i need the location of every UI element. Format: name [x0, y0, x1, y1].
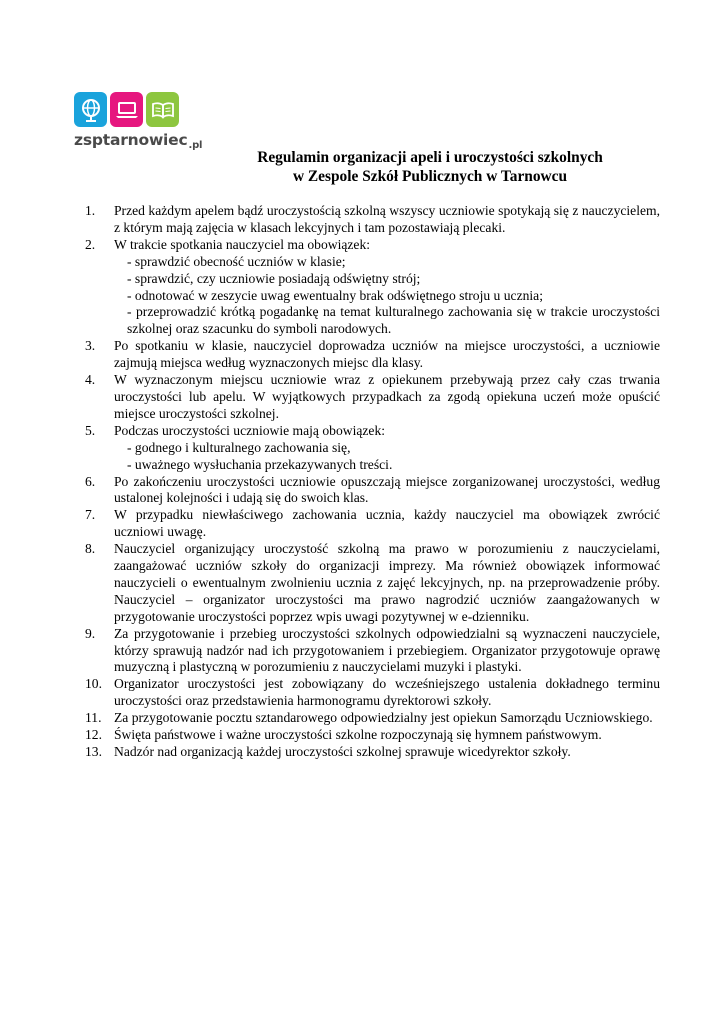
globe-icon	[74, 92, 107, 127]
list-item: 10. Organizator uroczystości jest zobowiązany do wcześniejszego ustalenia dokładnego terminu uroczystości oraz przedstawienia harmonogramu dyrektorowi szkoły.	[85, 676, 660, 709]
sub-item: - odnotować w zeszycie uwag ewentualny brak odświętnego stroju u ucznia;	[127, 287, 543, 303]
list-item: 9. Za przygotowanie i przebieg uroczystości szkolnych odpowiedzialni są wyznaczeni nauczyciele, którzy sprawują nadzór nad ich przygotowaniem i przebiegiem. Organizator przygotowuje oprawę muzyczną i plastyczną w porozumieniu z nauczycielami muzyki i plastyki.	[85, 625, 660, 675]
title-line-1: Regulamin organizacji apeli i uroczystości szkolnych	[257, 149, 603, 166]
list-item: 13. Nadzór nad organizacją każdej uroczystości szkolnej sprawuje wicedyrektor szkoły.	[85, 744, 571, 759]
list-item: 4. W wyznaczonym miejscu uczniowie wraz z opiekunem przebywają przez cały czas trwania uroczystości lub apelu. W wyjątkowych przypadkach za zgodą opiekuna uczeń może opuścić miejsce uroczystości szkolnej.	[85, 372, 660, 421]
regulation-list	[85, 203, 660, 761]
sub-item: - sprawdzić obecność uczniów w klasie;	[127, 253, 346, 269]
list-item: 6. Po zakończeniu uroczystości uczniowie opuszczają miejsce zorganizowanej uroczystości, według ustalonej kolejności i udają się do swoich klas.	[85, 473, 660, 506]
logo-tiles	[74, 92, 204, 127]
list-item: 3. Po spotkaniu w klasie, nauczyciel doprowadza uczniów na miejsce uroczystości, a uczniowie zajmują miejsca według wyznaczonych miejsc dla klasy.	[85, 338, 660, 371]
sub-item: - godnego i kulturalnego zachowania się,	[127, 439, 351, 455]
book-icon	[146, 92, 179, 127]
document-title	[200, 148, 660, 186]
school-logo	[74, 92, 204, 172]
list-item: 11. Za przygotowanie pocztu sztandarowego odpowiedzialny jest opiekun Samorządu Uczniowskiego.	[85, 710, 653, 726]
logo-wordmark: zsptarnowiec.pl	[74, 131, 203, 151]
list-item: 5. Podczas uroczystości uczniowie mają obowiązek: - godnego i kulturalnego zachowania się, - uważnego wysłuchania przekazywanych treści.	[85, 423, 660, 474]
sub-item: - sprawdzić, czy uczniowie posiadają odświętny strój;	[127, 270, 421, 286]
list-item: 12. Święta państwowe i ważne uroczystości szkolne rozpoczynają się hymnem państwowym.	[85, 727, 602, 743]
sub-item: - uważnego wysłuchania przekazywanych treści.	[127, 456, 393, 472]
list-item: 1. Przed każdym apelem bądź uroczystością szkolną wszyscy uczniowie spotykają się z nauczycielem, z którym mają zajęcia w klasach lekcyjnych i tam pozostawiają plecaki.	[85, 203, 660, 235]
list-item: 2. W trakcie spotkania nauczyciel ma obowiązek: - sprawdzić obecność uczniów w klasie; - sprawdzić, czy uczniowie posiadają odświętny strój; - odnotować w zeszycie uwag ewentualny brak odświętnego stroju u ucznia; - przeprowadzić krótką pogadankę na temat kulturalnego zachowania się w trakcie uroczystości szkolnej oraz szacunku do symboli narodowych.	[85, 236, 660, 337]
title-line-2: w Zespole Szkół Publicznych w Tarnowcu	[292, 168, 568, 185]
list-item: 7. W przypadku niewłaściwego zachowania ucznia, każdy nauczyciel ma obowiązek zwrócić uczniowi uwagę.	[85, 507, 660, 540]
laptop-icon	[110, 92, 143, 127]
sub-item: - przeprowadzić krótką pogadankę na temat kulturalnego zachowania się w trakcie uroczystości szkolnej oraz szacunku do symboli narodowych.	[127, 304, 660, 337]
list-item: 8. Nauczyciel organizujący uroczystość szkolną ma prawo w porozumieniu z nauczycielami, zaangażować uczniów szkoły do organizacji imprezy. Ma również obowiązek informować nauczycieli o ewentualnym zwolnieniu ucznia z zajęć lekcyjnych, np. na przeprowadzenie próby. Nauczyciel – organizator uroczystości ma prawo nagrodzić uczniów zaangażowanych w przygotowanie uroczystości poprzez wpis uwagi pozytywnej w e-dzienniku.	[85, 541, 660, 624]
